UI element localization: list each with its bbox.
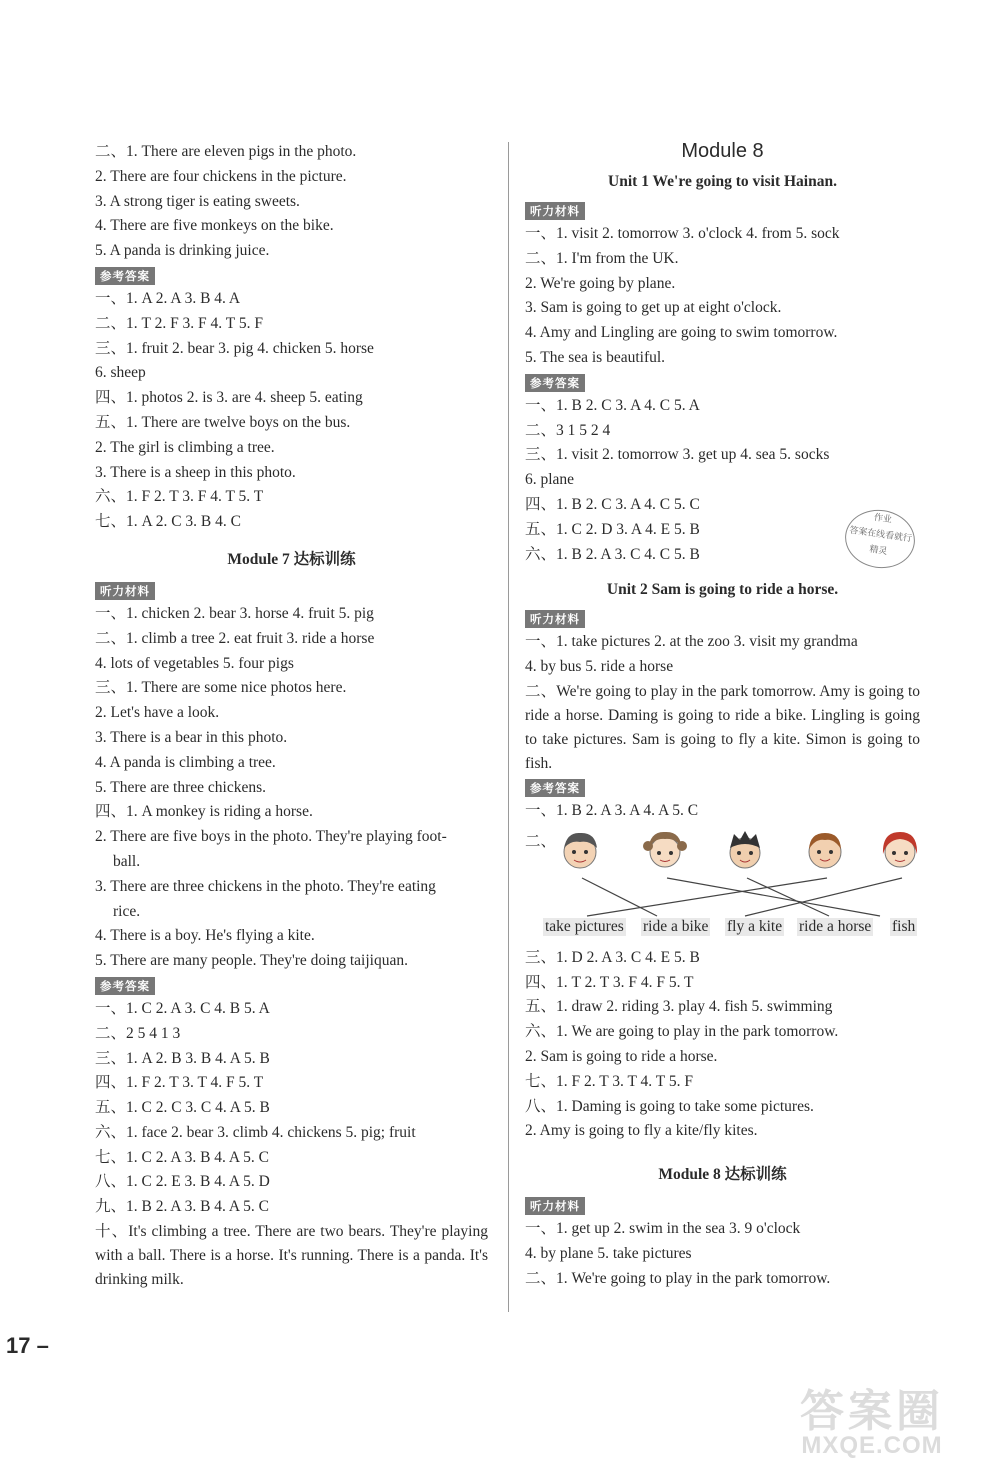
text-line: 3. There is a sheep in this photo. bbox=[95, 463, 296, 481]
listening-material-tag: 听力材料 bbox=[525, 1197, 585, 1215]
right-column bbox=[525, 140, 920, 1292]
text-line: 3. Sam is going to get up at eight o'clock. bbox=[525, 299, 782, 317]
stamp-text: 作业 bbox=[873, 512, 893, 526]
text-line: 4. There is a boy. He's flying a kite. bbox=[95, 927, 315, 945]
matching-exercise bbox=[525, 826, 920, 935]
listening-material-tag: 听力材料 bbox=[95, 582, 155, 600]
text-line: 二、1. We're going to play in the park tomorrow. bbox=[525, 1269, 831, 1287]
text-line: 七、1. C 2. A 3. B 4. A 5. C bbox=[95, 1148, 269, 1166]
text-line: 六、1. We are going to play in the park tomorrow. bbox=[525, 1023, 839, 1041]
phrase-ride-a-horse: ride a horse bbox=[799, 917, 872, 935]
text-line: rice. bbox=[113, 902, 141, 920]
module8-title: Module 8 bbox=[681, 140, 764, 162]
answer-key-tag: 参考答案 bbox=[95, 977, 155, 995]
text-line: 2. The girl is climbing a tree. bbox=[95, 438, 275, 456]
module8-drill-title: Module 8 达标训练 bbox=[658, 1166, 787, 1184]
text-line: 六、1. B 2. A 3. C 4. C 5. B bbox=[525, 545, 700, 563]
text-line: 四、1. photos 2. is 3. are 4. sheep 5. eating bbox=[95, 389, 363, 407]
text-line: 一、1. take pictures 2. at the zoo 3. visit my grandma bbox=[525, 633, 858, 651]
watermark-url: MXQE.COM bbox=[801, 1432, 943, 1459]
page-number: 17 – bbox=[6, 1333, 49, 1358]
text-line: 五、1. There are twelve boys on the bus. bbox=[95, 413, 351, 431]
top-block bbox=[95, 140, 488, 264]
text-line: 5. There are many people. They're doing taijiquan. bbox=[95, 952, 408, 970]
phrase-fly-a-kite: fly a kite bbox=[727, 917, 783, 935]
text-line: 四、1. T 2. T 3. F 4. F 5. T bbox=[525, 973, 694, 991]
text-line: 一、1. A 2. A 3. B 4. A bbox=[95, 289, 241, 307]
module7-listening bbox=[95, 602, 488, 974]
text-line: 六、1. F 2. T 3. F 4. T 5. T bbox=[95, 488, 264, 506]
module7-final-paragraph: 十、It's climbing a tree. There are two bears. They're playing with a ball. There is a horse. It's running. There is a panda. It's drinking milk. bbox=[95, 1223, 488, 1289]
text-line: 四、1. A monkey is riding a horse. bbox=[95, 803, 313, 821]
stamp-text: 精灵 bbox=[868, 544, 888, 558]
answer-key-tag: 参考答案 bbox=[525, 779, 585, 797]
text-line: 三、1. D 2. A 3. C 4. E 5. B bbox=[525, 948, 700, 966]
text-line: 三、1. A 2. B 3. B 4. A 5. B bbox=[95, 1049, 270, 1067]
text-line: 二、2 5 4 1 3 bbox=[95, 1024, 181, 1042]
text-line: 一、1. get up 2. swim in the sea 3. 9 o'clock bbox=[525, 1220, 801, 1238]
text-line: 3. There is a bear in this photo. bbox=[95, 728, 288, 746]
text-line: 3. There are three chickens in the photo. They're eating bbox=[95, 877, 436, 895]
text-line: 五、1. draw 2. riding 3. play 4. fish 5. swimming bbox=[525, 998, 833, 1016]
text-line: 八、1. C 2. E 3. B 4. A 5. D bbox=[95, 1173, 270, 1191]
text-line: 一、1. B 2. C 3. A 4. C 5. A bbox=[525, 396, 700, 414]
text-line: 八、1. Daming is going to take some pictures. bbox=[525, 1097, 814, 1115]
text-line: 二、1. T 2. F 3. F 4. T 5. F bbox=[95, 314, 263, 332]
text-line: 一、1. C 2. A 3. C 4. B 5. A bbox=[95, 999, 270, 1017]
text-line: 5. A panda is drinking juice. bbox=[95, 242, 270, 260]
text-line: 2. There are five boys in the photo. They're playing foot- bbox=[95, 828, 447, 846]
text-line: 二、1. climb a tree 2. eat fruit 3. ride a horse bbox=[95, 629, 375, 647]
text-line: 一、1. chicken 2. bear 3. horse 4. fruit 5. pig bbox=[95, 604, 374, 622]
answers-block bbox=[95, 287, 488, 535]
text-line: 2. We're going by plane. bbox=[525, 274, 676, 292]
text-line: 四、1. F 2. T 3. T 4. F 5. T bbox=[95, 1074, 264, 1092]
text-line: 6. plane bbox=[525, 471, 575, 489]
column-divider bbox=[508, 142, 509, 1312]
text-line: 2. Amy is going to fly a kite/fly kites. bbox=[525, 1122, 758, 1140]
phrase-ride-a-bike: ride a bike bbox=[643, 917, 709, 935]
watermark-logo-text: 答案圈 bbox=[800, 1387, 944, 1436]
module7-title: Module 7 达标训练 bbox=[227, 550, 356, 568]
text-line: 九、1. B 2. A 3. B 4. A 5. C bbox=[95, 1198, 269, 1216]
text-line: 四、1. B 2. C 3. A 4. C 5. C bbox=[525, 495, 700, 513]
text-line: 3. A strong tiger is eating sweets. bbox=[95, 192, 300, 210]
text-line: 4. A panda is climbing a tree. bbox=[95, 753, 276, 771]
module8-listening bbox=[525, 1217, 920, 1291]
text-line: 二、3 1 5 2 4 bbox=[525, 421, 611, 439]
text-line: 6. sheep bbox=[95, 364, 146, 382]
phrase-take-pictures: take pictures bbox=[545, 917, 624, 935]
text-line: 七、1. F 2. T 3. T 4. T 5. F bbox=[525, 1072, 693, 1090]
matching-label: 二、 bbox=[525, 832, 557, 850]
text-line: 4. lots of vegetables 5. four pigs bbox=[95, 654, 294, 672]
unit2-title: Unit 2 Sam is going to ride a horse. bbox=[606, 581, 839, 599]
text-line: 一、1. visit 2. tomorrow 3. o'clock 4. from 5. sock bbox=[525, 225, 840, 242]
text-line: 二、1. There are eleven pigs in the photo. bbox=[95, 143, 357, 160]
text-line: 4. by plane 5. take pictures bbox=[525, 1244, 692, 1262]
unit2-answers bbox=[525, 946, 920, 1144]
text-line: 三、1. fruit 2. bear 3. pig 4. chicken 5. horse bbox=[95, 339, 374, 357]
text-line: 五、1. C 2. D 3. A 4. E 5. B bbox=[525, 520, 700, 538]
phrase-fish: fish bbox=[892, 917, 916, 935]
watermark bbox=[800, 1387, 944, 1459]
text-line: 一、1. B 2. A 3. A 4. A 5. C bbox=[525, 801, 699, 819]
unit2-listening bbox=[525, 630, 920, 776]
text-line: 七、1. A 2. C 3. B 4. C bbox=[95, 513, 241, 531]
left-column bbox=[95, 140, 488, 1292]
text-line: ball. bbox=[113, 852, 141, 870]
text-line: 5. The sea is beautiful. bbox=[525, 348, 666, 366]
text-line: 二、1. I'm from the UK. bbox=[525, 249, 679, 267]
text-line: 2. Sam is going to ride a horse. bbox=[525, 1047, 718, 1065]
unit1-title: Unit 1 We're going to visit Hainan. bbox=[608, 173, 837, 190]
listening-material-tag: 听力材料 bbox=[525, 610, 585, 628]
listening-material-tag: 听力材料 bbox=[525, 202, 585, 220]
stamp-text: 答案在线看就行 bbox=[848, 525, 913, 545]
text-line: 三、1. visit 2. tomorrow 3. get up 4. sea 5. socks bbox=[525, 446, 830, 464]
listening-paragraph: 二、We're going to play in the park tomorrow. Amy is going to ride a horse. Daming is going to ride a bike. Lingling is going to take pictures. Sam is going to fly a kite. Simon is going to fish. bbox=[525, 682, 920, 772]
text-line: 4. Amy and Lingling are going to swim tomorrow. bbox=[525, 324, 838, 342]
text-line: 5. There are three chickens. bbox=[95, 778, 266, 796]
unit1-listening bbox=[525, 222, 920, 371]
text-line: 五、1. C 2. C 3. C 4. A 5. B bbox=[95, 1099, 270, 1117]
text-line: 六、1. face 2. bear 3. climb 4. chickens 5. pig; fruit bbox=[95, 1123, 416, 1141]
text-line: 2. Let's have a look. bbox=[95, 704, 220, 722]
text-line: 4. by bus 5. ride a horse bbox=[525, 658, 674, 676]
answer-key-tag: 参考答案 bbox=[95, 267, 155, 285]
text-line: 4. There are five monkeys on the bike. bbox=[95, 217, 334, 235]
text-line: 三、1. There are some nice photos here. bbox=[95, 679, 347, 697]
module7-answers bbox=[95, 997, 488, 1220]
text-line: 2. There are four chickens in the picture. bbox=[95, 167, 347, 185]
answer-key-tag: 参考答案 bbox=[525, 374, 585, 392]
matching-lines bbox=[525, 826, 925, 926]
